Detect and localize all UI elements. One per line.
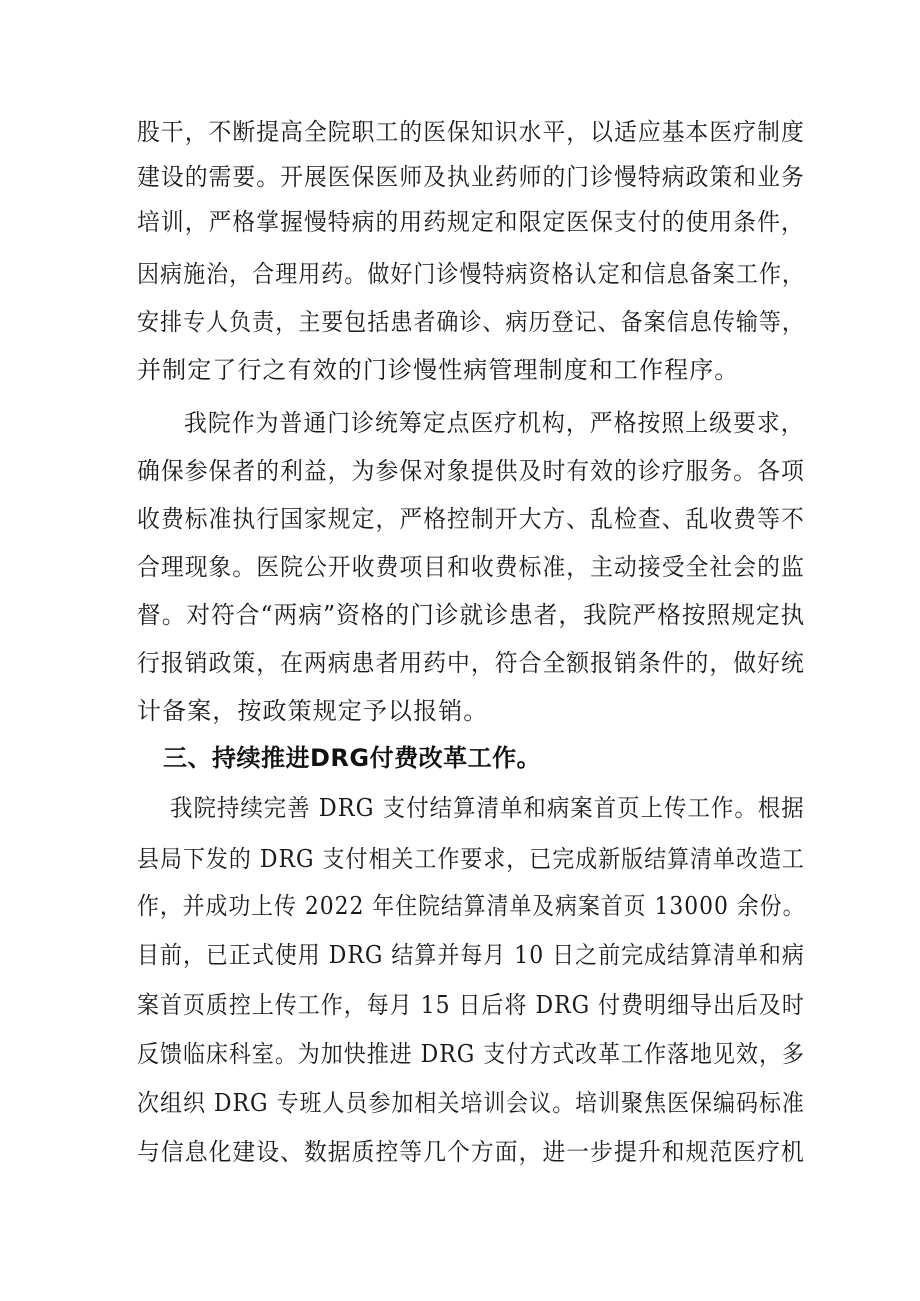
paragraph3-line: 反馈临床科室。为加快推进 DRG 支付方式改革工作落地见效，多 [137, 1040, 805, 1068]
paragraph3-line: 案首页质控上传工作，每月 15 日后将 DRG 付费明细导出后及时 [137, 991, 805, 1019]
paragraph1-line: 安排专人负责，主要包括患者确诊、病历登记、备案信息传输等， [137, 308, 805, 336]
paragraph1-line: 并制定了行之有效的门诊慢性病管理制度和工作程序。 [137, 356, 740, 384]
paragraph1-line: 建设的需要。开展医保医师及执业药师的门诊慢特病政策和业务 [137, 163, 805, 191]
paragraph3-line: 与信息化建设、数据质控等几个方面，进一步提升和规范医疗机 [137, 1138, 805, 1166]
paragraph1-line: 股干，不断提高全院职工的医保知识水平，以适应基本医疗制度 [137, 118, 805, 146]
section-heading: 三、持续推进DRG付费改革工作。 [163, 744, 542, 772]
paragraph3-line: 次组织 DRG 专班人员参加相关培训会议。培训聚焦医保编码标准 [137, 1089, 805, 1117]
paragraph2-line: 合理现象。医院公开收费项目和收费标准，主动接受全社会的监 [137, 553, 805, 581]
paragraph3-line: 作，并成功上传 2022 年住院结算清单及病案首页 13000 余份。 [137, 892, 806, 920]
paragraph1-line: 培训，严格掌握慢特病的用药规定和限定医保支付的使用条件， [137, 208, 805, 236]
paragraph2-line: 督。对符合“两病”资格的门诊就诊患者，我院严格按照规定执 [137, 601, 806, 629]
paragraph2-line: 收费标准执行国家规定，严格控制开大方、乱检查、乱收费等不 [137, 505, 805, 533]
paragraph2-line: 行报销政策，在两病患者用药中，符合全额报销条件的，做好统 [137, 649, 805, 677]
paragraph1-line: 因病施治，合理用药。做好门诊慢特病资格认定和信息备案工作， [137, 260, 805, 288]
paragraph3-line: 县局下发的 DRG 支付相关工作要求，已完成新版结算清单改造工 [137, 845, 805, 873]
paragraph3-line: 目前，已正式使用 DRG 结算并每月 10 日之前完成结算清单和病 [137, 941, 805, 969]
paragraph3-line: 我院持续完善 DRG 支付结算清单和病案首页上传工作。根据 [170, 794, 805, 822]
paragraph2-line: 确保参保者的利益，为参保对象提供及时有效的诊疗服务。各项 [137, 457, 805, 485]
paragraph2-line: 我院作为普通门诊统筹定点医疗机构，严格按照上级要求， [184, 409, 805, 437]
paragraph2-line: 计备案，按政策规定予以报销。 [137, 697, 489, 725]
